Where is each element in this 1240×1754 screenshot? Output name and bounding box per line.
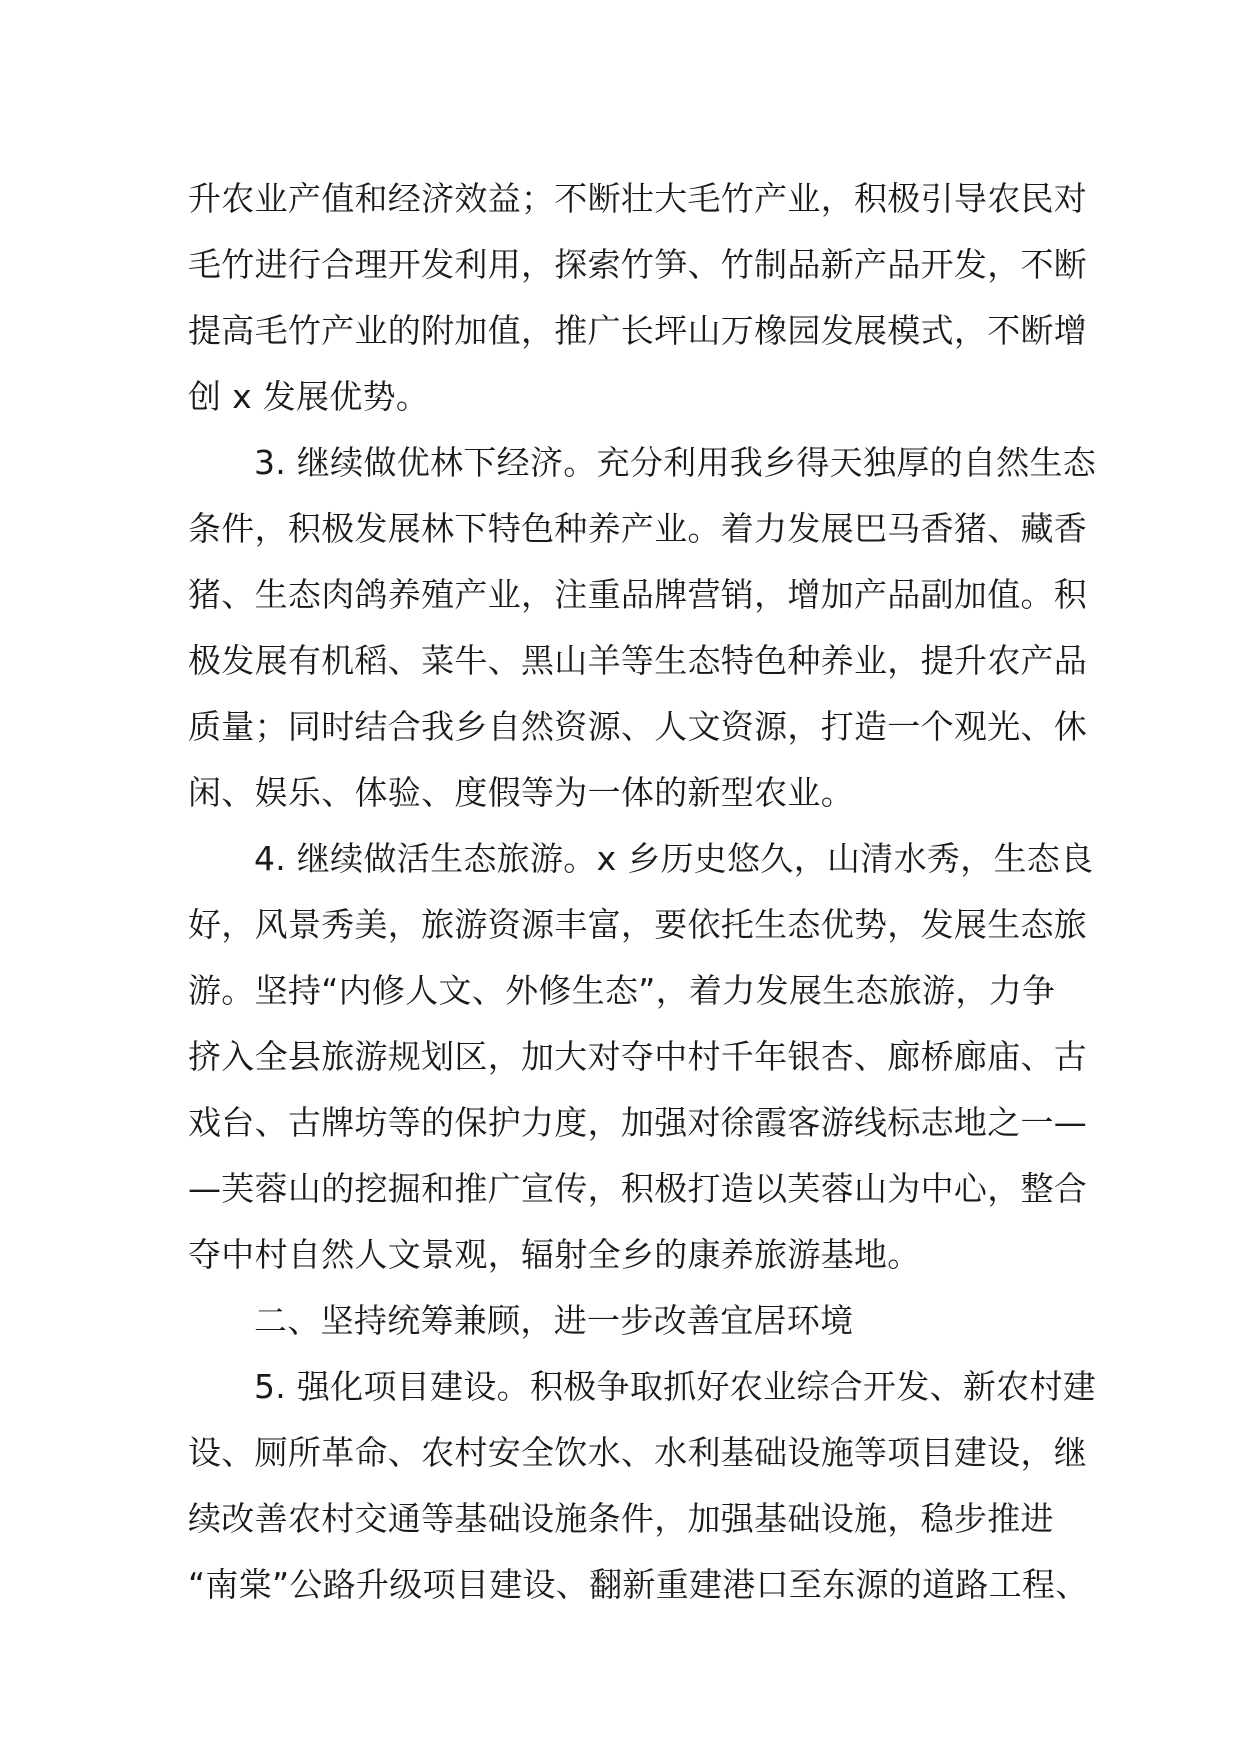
text-line: 好，风景秀美，旅游资源丰富，要依托生态优势，发展生态旅 [188, 905, 1088, 944]
paragraph-start-line: 5. 强化项目建设。积极争取抓好农业综合开发、新农村建 [254, 1367, 1097, 1406]
text-line: 质量；同时结合我乡自然资源、人文资源，打造一个观光、休 [188, 707, 1088, 746]
text-line: 猪、生态肉鸽养殖产业，注重品牌营销，增加产品副加值。积 [188, 575, 1088, 614]
text-line: 游。坚持“内修人文、外修生态”，着力发展生态旅游，力争 [188, 971, 1056, 1010]
text-line: 升农业产值和经济效益；不断壮大毛竹产业，积极引导农民对 [188, 179, 1088, 218]
text-line: 毛竹进行合理开发利用，探索竹笋、竹制品新产品开发，不断 [188, 245, 1088, 284]
paragraph-start-line: 3. 继续做优林下经济。充分利用我乡得天独厚的自然生态 [254, 443, 1097, 482]
body-text [188, 166, 1097, 1618]
text-line: 挤入全县旅游规划区，加大对夺中村千年银杏、廊桥廊庙、古 [188, 1037, 1088, 1076]
text-line: 闲、娱乐、体验、度假等为一体的新型农业。 [188, 773, 854, 812]
text-line: —芙蓉山的挖掘和推广宣传，积极打造以芙蓉山为中心，整合 [188, 1169, 1088, 1208]
text-line: 夺中村自然人文景观，辐射全乡的康养旅游基地。 [188, 1235, 921, 1274]
text-line: 续改善农村交通等基础设施条件，加强基础设施，稳步推进 [188, 1499, 1054, 1538]
paragraph-start-line: 4. 继续做活生态旅游。x 乡历史悠久，山清水秀，生态良 [254, 839, 1094, 878]
section-heading: 二、坚持统筹兼顾，进一步改善宜居环境 [254, 1301, 854, 1340]
text-line: 极发展有机稻、菜牛、黑山羊等生态特色种养业，提升农产品 [188, 641, 1088, 680]
text-line: 提高毛竹产业的附加值，推广长坪山万橡园发展模式，不断增 [188, 311, 1088, 350]
text-line: “南棠”公路升级项目建设、翻新重建港口至东源的道路工程、 [188, 1565, 1089, 1604]
text-line: 条件，积极发展林下特色种养产业。着力发展巴马香猪、藏香 [188, 509, 1088, 548]
text-line: 设、厕所革命、农村安全饮水、水利基础设施等项目建设，继 [188, 1433, 1088, 1472]
text-line: 戏台、古牌坊等的保护力度，加强对徐霞客游线标志地之一— [188, 1103, 1088, 1142]
text-line: 创 x 发展优势。 [188, 377, 430, 416]
